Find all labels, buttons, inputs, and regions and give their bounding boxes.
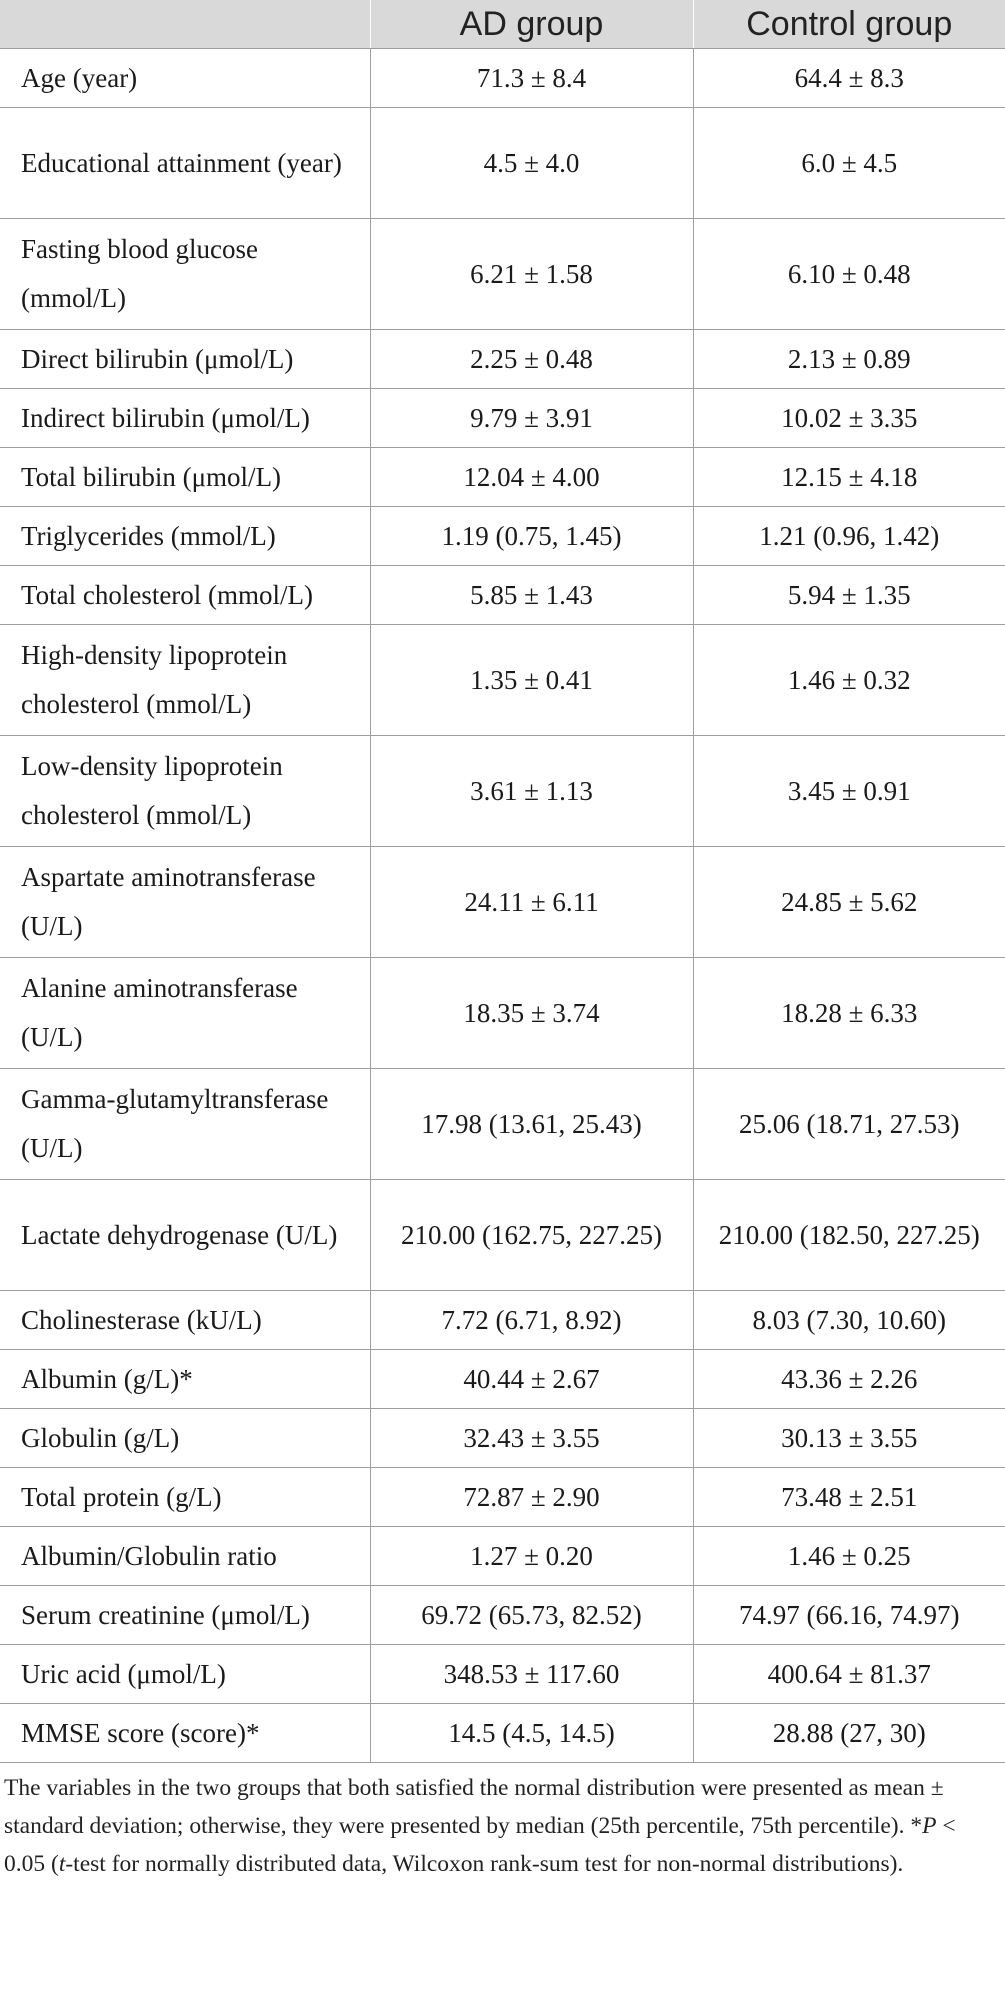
row-label: Low-density lipoprotein cholesterol (mmol/L)	[0, 736, 370, 847]
table-row	[0, 389, 1005, 448]
table-footnote	[0, 1763, 1005, 1883]
footnote-p-italic: P	[922, 1813, 937, 1839]
table-body	[0, 49, 1005, 1763]
table-row	[0, 1645, 1005, 1704]
table-row	[0, 625, 1005, 736]
control-group-value: 6.0 ± 4.5	[693, 108, 1005, 219]
row-label: Globulin (g/L)	[0, 1409, 370, 1468]
table-row	[0, 1069, 1005, 1180]
ad-group-value: 9.79 ± 3.91	[370, 389, 693, 448]
control-group-value: 400.64 ± 81.37	[693, 1645, 1005, 1704]
ad-group-value: 1.19 (0.75, 1.45)	[370, 507, 693, 566]
table-row	[0, 49, 1005, 108]
row-label: Gamma-glutamyltransferase (U/L)	[0, 1069, 370, 1180]
control-group-value: 18.28 ± 6.33	[693, 958, 1005, 1069]
row-label: Triglycerides (mmol/L)	[0, 507, 370, 566]
control-group-value: 210.00 (182.50, 227.25)	[693, 1180, 1005, 1291]
ad-group-value: 4.5 ± 4.0	[370, 108, 693, 219]
table-row	[0, 1180, 1005, 1291]
footnote-t-italic: t	[58, 1851, 66, 1877]
row-label: Total bilirubin (μmol/L)	[0, 448, 370, 507]
ad-group-value: 210.00 (162.75, 227.25)	[370, 1180, 693, 1291]
table-row	[0, 330, 1005, 389]
table-row	[0, 847, 1005, 958]
ad-group-value: 24.11 ± 6.11	[370, 847, 693, 958]
ad-group-value: 7.72 (6.71, 8.92)	[370, 1291, 693, 1350]
table-row	[0, 736, 1005, 847]
control-group-value: 1.46 ± 0.32	[693, 625, 1005, 736]
table-row	[0, 1468, 1005, 1527]
control-group-value: 64.4 ± 8.3	[693, 49, 1005, 108]
row-label: Albumin (g/L)*	[0, 1350, 370, 1409]
table-row	[0, 219, 1005, 330]
row-label: Cholinesterase (kU/L)	[0, 1291, 370, 1350]
ad-group-value: 2.25 ± 0.48	[370, 330, 693, 389]
ad-group-value: 17.98 (13.61, 25.43)	[370, 1069, 693, 1180]
row-label: Albumin/Globulin ratio	[0, 1527, 370, 1586]
control-group-value: 1.21 (0.96, 1.42)	[693, 507, 1005, 566]
ad-group-value: 6.21 ± 1.58	[370, 219, 693, 330]
ad-group-value: 72.87 ± 2.90	[370, 1468, 693, 1527]
row-label: Total cholesterol (mmol/L)	[0, 566, 370, 625]
table-row	[0, 448, 1005, 507]
row-label: Direct bilirubin (μmol/L)	[0, 330, 370, 389]
table-row	[0, 1527, 1005, 1586]
control-group-value: 43.36 ± 2.26	[693, 1350, 1005, 1409]
control-group-value: 8.03 (7.30, 10.60)	[693, 1291, 1005, 1350]
ad-group-value: 1.27 ± 0.20	[370, 1527, 693, 1586]
table-row	[0, 507, 1005, 566]
control-group-value: 28.88 (27, 30)	[693, 1704, 1005, 1763]
header-variable	[0, 0, 370, 49]
control-group-value: 30.13 ± 3.55	[693, 1409, 1005, 1468]
row-label: Lactate dehydrogenase (U/L)	[0, 1180, 370, 1291]
control-group-value: 10.02 ± 3.35	[693, 389, 1005, 448]
ad-group-value: 14.5 (4.5, 14.5)	[370, 1704, 693, 1763]
control-group-value: 74.97 (66.16, 74.97)	[693, 1586, 1005, 1645]
footnote-text-2: < 0.05 (	[4, 1813, 956, 1877]
table-row	[0, 108, 1005, 219]
row-label: Uric acid (μmol/L)	[0, 1645, 370, 1704]
control-group-value: 2.13 ± 0.89	[693, 330, 1005, 389]
table-row	[0, 1409, 1005, 1468]
row-label: Educational attainment (year)	[0, 108, 370, 219]
row-label: Indirect bilirubin (μmol/L)	[0, 389, 370, 448]
row-label: Age (year)	[0, 49, 370, 108]
table-header-row	[0, 0, 1005, 49]
ad-group-value: 32.43 ± 3.55	[370, 1409, 693, 1468]
ad-group-value: 3.61 ± 1.13	[370, 736, 693, 847]
control-group-value: 1.46 ± 0.25	[693, 1527, 1005, 1586]
ad-group-value: 1.35 ± 0.41	[370, 625, 693, 736]
table-row	[0, 1704, 1005, 1763]
row-label: MMSE score (score)*	[0, 1704, 370, 1763]
ad-group-value: 40.44 ± 2.67	[370, 1350, 693, 1409]
control-group-value: 24.85 ± 5.62	[693, 847, 1005, 958]
row-label: Serum creatinine (μmol/L)	[0, 1586, 370, 1645]
table-row	[0, 1291, 1005, 1350]
header-ad-group: AD group	[370, 0, 693, 49]
ad-group-value: 348.53 ± 117.60	[370, 1645, 693, 1704]
row-label: Aspartate aminotransferase (U/L)	[0, 847, 370, 958]
table-row	[0, 958, 1005, 1069]
ad-group-value: 5.85 ± 1.43	[370, 566, 693, 625]
footnote-text-1: The variables in the two groups that both satisfied the normal distribution were presented as mean ± standard deviation; otherwise, they were presented by median (25th percentile, 75th percentile). *	[4, 1775, 944, 1839]
row-label: High-density lipoprotein cholesterol (mmol/L)	[0, 625, 370, 736]
row-label: Total protein (g/L)	[0, 1468, 370, 1527]
control-group-value: 73.48 ± 2.51	[693, 1468, 1005, 1527]
row-label: Fasting blood glucose (mmol/L)	[0, 219, 370, 330]
ad-group-value: 18.35 ± 3.74	[370, 958, 693, 1069]
control-group-value: 5.94 ± 1.35	[693, 566, 1005, 625]
control-group-value: 12.15 ± 4.18	[693, 448, 1005, 507]
footnote-text-3: -test for normally distributed data, Wilcoxon rank-sum test for non-normal distributions).	[65, 1851, 904, 1877]
ad-group-value: 71.3 ± 8.4	[370, 49, 693, 108]
row-label: Alanine aminotransferase (U/L)	[0, 958, 370, 1069]
control-group-value: 6.10 ± 0.48	[693, 219, 1005, 330]
table-row	[0, 566, 1005, 625]
header-control-group: Control group	[693, 0, 1005, 49]
ad-group-value: 69.72 (65.73, 82.52)	[370, 1586, 693, 1645]
table-row	[0, 1350, 1005, 1409]
control-group-value: 3.45 ± 0.91	[693, 736, 1005, 847]
ad-group-value: 12.04 ± 4.00	[370, 448, 693, 507]
table-row	[0, 1586, 1005, 1645]
control-group-value: 25.06 (18.71, 27.53)	[693, 1069, 1005, 1180]
